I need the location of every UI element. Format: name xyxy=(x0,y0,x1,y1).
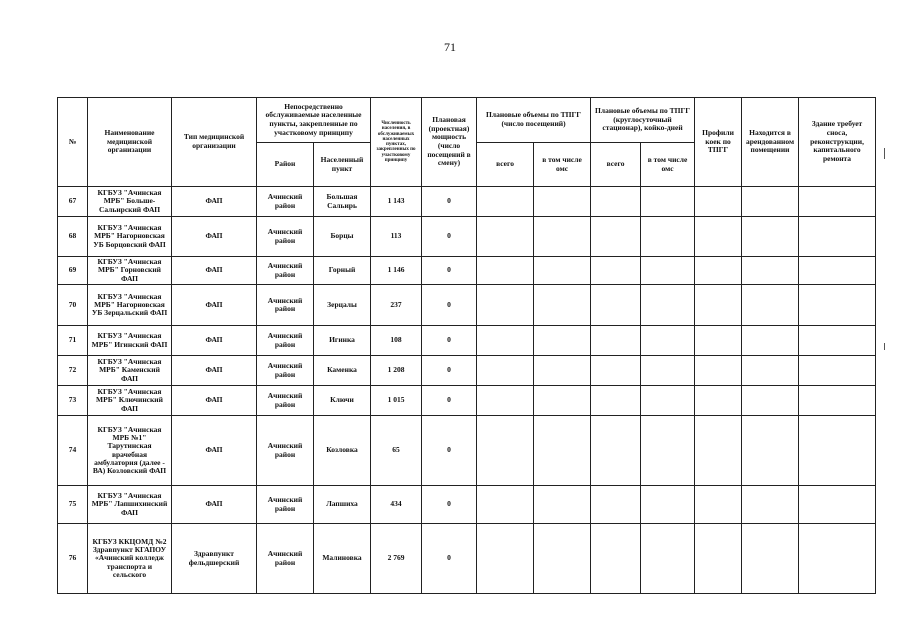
header-name: Наименование медицинской организации xyxy=(88,98,172,187)
row-number: 69 xyxy=(58,257,88,285)
district: Ачинский район xyxy=(257,416,314,486)
header-beds-group: Плановые объемы по ТПГГ (круглосуточный стационар), койко-дней xyxy=(591,98,695,143)
empty-cell xyxy=(695,386,742,416)
empty-cell xyxy=(591,285,641,326)
locality: Ключи xyxy=(314,386,371,416)
empty-cell xyxy=(742,326,799,356)
empty-cell xyxy=(799,524,876,594)
empty-cell xyxy=(742,285,799,326)
empty-cell xyxy=(591,386,641,416)
table-body xyxy=(58,187,876,594)
empty-cell xyxy=(534,187,591,217)
empty-cell xyxy=(742,386,799,416)
facility-name: КГБУЗ "Ачинская МРБ" Горновский ФАП xyxy=(88,257,172,285)
table-row xyxy=(58,217,876,257)
empty-cell xyxy=(534,217,591,257)
table-row xyxy=(58,524,876,594)
capacity: 0 xyxy=(422,217,477,257)
population: 108 xyxy=(371,326,422,356)
district: Ачинский район xyxy=(257,187,314,217)
row-number: 74 xyxy=(58,416,88,486)
empty-cell xyxy=(534,386,591,416)
empty-cell xyxy=(477,416,534,486)
capacity: 0 xyxy=(422,187,477,217)
capacity: 0 xyxy=(422,356,477,386)
row-number: 67 xyxy=(58,187,88,217)
empty-cell xyxy=(695,217,742,257)
facility-name: КГБУЗ "Ачинская МРБ" Нагорновская УБ Зерцальский ФАП xyxy=(88,285,172,326)
facility-name: КГБУЗ "Ачинская МРБ" Лапшихинский ФАП xyxy=(88,486,172,524)
empty-cell xyxy=(477,217,534,257)
population: 1 146 xyxy=(371,257,422,285)
empty-cell xyxy=(742,187,799,217)
table-row xyxy=(58,386,876,416)
empty-cell xyxy=(695,486,742,524)
margin-mark xyxy=(884,343,885,350)
empty-cell xyxy=(742,217,799,257)
empty-cell xyxy=(534,416,591,486)
empty-cell xyxy=(477,187,534,217)
population: 113 xyxy=(371,217,422,257)
empty-cell xyxy=(591,524,641,594)
empty-cell xyxy=(477,524,534,594)
table-row xyxy=(58,257,876,285)
empty-cell xyxy=(641,285,695,326)
locality: Каменка xyxy=(314,356,371,386)
capacity: 0 xyxy=(422,326,477,356)
empty-cell xyxy=(641,217,695,257)
empty-cell xyxy=(641,524,695,594)
header-capacity: Плановая (проектная) мощность (число посещений в смену) xyxy=(422,98,477,187)
facilities-table xyxy=(57,97,876,594)
empty-cell xyxy=(591,416,641,486)
empty-cell xyxy=(799,285,876,326)
facility-name: КГБУЗ "Ачинская МРБ" Нагорновская УБ Борцовский ФАП xyxy=(88,217,172,257)
empty-cell xyxy=(591,257,641,285)
row-number: 71 xyxy=(58,326,88,356)
district: Ачинский район xyxy=(257,524,314,594)
row-number: 72 xyxy=(58,356,88,386)
row-number: 73 xyxy=(58,386,88,416)
empty-cell xyxy=(742,257,799,285)
table-row xyxy=(58,326,876,356)
locality: Лапшиха xyxy=(314,486,371,524)
empty-cell xyxy=(695,187,742,217)
population: 1 143 xyxy=(371,187,422,217)
header-num: № xyxy=(58,98,88,187)
empty-cell xyxy=(591,356,641,386)
facility-name: КГБУЗ "Ачинская МРБ №1" Тарутинская врачебная амбулатория (далее - ВА) Козловский ФАП xyxy=(88,416,172,486)
facility-type: Здравпункт фельдшерский xyxy=(172,524,257,594)
capacity: 0 xyxy=(422,386,477,416)
empty-cell xyxy=(591,326,641,356)
empty-cell xyxy=(799,257,876,285)
empty-cell xyxy=(799,326,876,356)
facility-type: ФАП xyxy=(172,326,257,356)
table-row xyxy=(58,486,876,524)
header-repair: Здание требует сноса, реконструкции, капитального ремонта xyxy=(799,98,876,187)
header-population: Численность населения, в обслуживаемых населенных пунктах, закрепленных по участковому принципу xyxy=(371,98,422,187)
header-rented: Находится в арендованном помещении xyxy=(742,98,799,187)
locality: Козловка xyxy=(314,416,371,486)
empty-cell xyxy=(477,486,534,524)
district: Ачинский район xyxy=(257,217,314,257)
table-row xyxy=(58,416,876,486)
facility-type: ФАП xyxy=(172,386,257,416)
facility-type: ФАП xyxy=(172,257,257,285)
facility-type: ФАП xyxy=(172,486,257,524)
facility-type: ФАП xyxy=(172,416,257,486)
header-profiles: Профили коек по ТПГГ xyxy=(695,98,742,187)
empty-cell xyxy=(641,416,695,486)
empty-cell xyxy=(695,524,742,594)
capacity: 0 xyxy=(422,486,477,524)
empty-cell xyxy=(799,356,876,386)
header-type: Тип медицинской организации xyxy=(172,98,257,187)
header-visits-oms: в том числе омс xyxy=(534,143,591,187)
empty-cell xyxy=(799,187,876,217)
empty-cell xyxy=(591,217,641,257)
empty-cell xyxy=(799,486,876,524)
empty-cell xyxy=(695,356,742,386)
empty-cell xyxy=(695,326,742,356)
empty-cell xyxy=(641,257,695,285)
empty-cell xyxy=(742,524,799,594)
margin-mark xyxy=(884,148,885,159)
district: Ачинский район xyxy=(257,356,314,386)
capacity: 0 xyxy=(422,257,477,285)
empty-cell xyxy=(534,326,591,356)
empty-cell xyxy=(641,386,695,416)
district: Ачинский район xyxy=(257,285,314,326)
empty-cell xyxy=(641,486,695,524)
header-locality: Населенный пункт xyxy=(314,143,371,187)
row-number: 70 xyxy=(58,285,88,326)
capacity: 0 xyxy=(422,416,477,486)
locality: Малиновка xyxy=(314,524,371,594)
population: 237 xyxy=(371,285,422,326)
locality: Зерцалы xyxy=(314,285,371,326)
empty-cell xyxy=(799,217,876,257)
header-district: Район xyxy=(257,143,314,187)
facility-name: КГБУЗ "Ачинская МРБ" Игинский ФАП xyxy=(88,326,172,356)
district: Ачинский район xyxy=(257,326,314,356)
locality: Горный xyxy=(314,257,371,285)
empty-cell xyxy=(534,285,591,326)
facility-name: КГБУЗ ККЦОМД №2 Здравпункт КГАПОУ «Ачинский колледж транспорта и сельского xyxy=(88,524,172,594)
empty-cell xyxy=(742,356,799,386)
empty-cell xyxy=(742,416,799,486)
row-number: 76 xyxy=(58,524,88,594)
population: 1 208 xyxy=(371,356,422,386)
header-visits-group: Плановые объемы по ТПГГ (число посещений) xyxy=(477,98,591,143)
capacity: 0 xyxy=(422,285,477,326)
empty-cell xyxy=(534,356,591,386)
header-beds-oms: в том числе омс xyxy=(641,143,695,187)
locality: Игинка xyxy=(314,326,371,356)
table-row xyxy=(58,356,876,386)
row-number: 75 xyxy=(58,486,88,524)
district: Ачинский район xyxy=(257,486,314,524)
facility-type: ФАП xyxy=(172,187,257,217)
table-row xyxy=(58,285,876,326)
empty-cell xyxy=(799,386,876,416)
empty-cell xyxy=(695,285,742,326)
empty-cell xyxy=(591,486,641,524)
empty-cell xyxy=(477,326,534,356)
population: 1 015 xyxy=(371,386,422,416)
empty-cell xyxy=(695,257,742,285)
population: 434 xyxy=(371,486,422,524)
table-row xyxy=(58,187,876,217)
empty-cell xyxy=(695,416,742,486)
empty-cell xyxy=(742,486,799,524)
empty-cell xyxy=(477,356,534,386)
facility-name: КГБУЗ "Ачинская МРБ" Больше-Сальирский ФАП xyxy=(88,187,172,217)
row-number: 68 xyxy=(58,217,88,257)
locality: Большая Сальирь xyxy=(314,187,371,217)
facility-name: КГБУЗ "Ачинская МРБ" Ключинский ФАП xyxy=(88,386,172,416)
facility-type: ФАП xyxy=(172,285,257,326)
empty-cell xyxy=(534,257,591,285)
header-visits-total: всего xyxy=(477,143,534,187)
district: Ачинский район xyxy=(257,386,314,416)
facility-type: ФАП xyxy=(172,356,257,386)
facility-type: ФАП xyxy=(172,217,257,257)
population: 65 xyxy=(371,416,422,486)
empty-cell xyxy=(534,486,591,524)
empty-cell xyxy=(641,326,695,356)
district: Ачинский район xyxy=(257,257,314,285)
empty-cell xyxy=(641,356,695,386)
header-beds-total: всего xyxy=(591,143,641,187)
empty-cell xyxy=(477,257,534,285)
empty-cell xyxy=(641,187,695,217)
empty-cell xyxy=(534,524,591,594)
page-number: 71 xyxy=(444,40,456,54)
population: 2 769 xyxy=(371,524,422,594)
facility-name: КГБУЗ "Ачинская МРБ" Каменский ФАП xyxy=(88,356,172,386)
empty-cell xyxy=(477,386,534,416)
locality: Борцы xyxy=(314,217,371,257)
capacity: 0 xyxy=(422,524,477,594)
header-served-group: Непосредственно обслуживаемые населенные пункты, закрепленные по участковому принципу xyxy=(257,98,371,143)
empty-cell xyxy=(591,187,641,217)
empty-cell xyxy=(799,416,876,486)
empty-cell xyxy=(477,285,534,326)
